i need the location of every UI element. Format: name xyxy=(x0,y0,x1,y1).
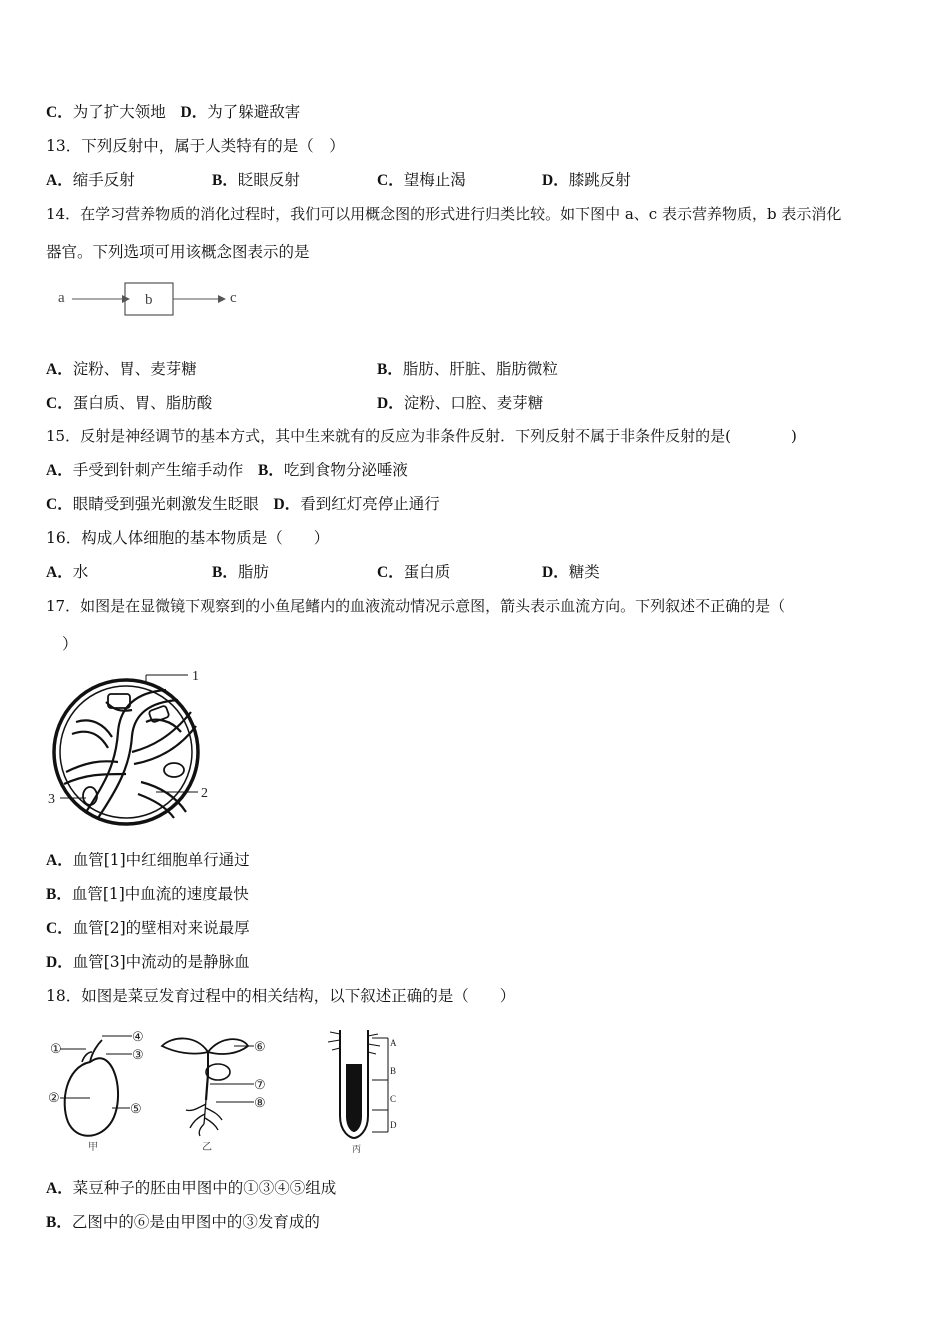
q13-option-b: B．眨眼反射 xyxy=(212,171,300,189)
q17-option-d: D．血管[3]中流动的是静脉血 xyxy=(46,953,250,971)
q12-options-row xyxy=(46,102,300,123)
q13-option-c: C．望梅止渴 xyxy=(377,171,466,189)
option-letter: C． xyxy=(46,104,73,121)
arrow-icon xyxy=(122,295,130,303)
q18-option-b: B．乙图中的⑥是由甲图中的③发育成的 xyxy=(46,1213,320,1231)
q14-option-c: C．蛋白质、胃、脂肪酸 xyxy=(46,394,213,412)
q18-stem: 18．如图是菜豆发育过程中的相关结构，以下叙述正确的是（ ） xyxy=(46,987,516,1005)
arrow-icon xyxy=(218,295,226,303)
q16-option-d: D．糖类 xyxy=(542,563,600,581)
zone-label-b: B xyxy=(390,1066,397,1076)
zone-label-d: D xyxy=(390,1120,397,1130)
q12-option-d: 为了躲避敌害 xyxy=(207,103,301,121)
q16-option-c: C．蛋白质 xyxy=(377,563,451,581)
seed-label-5: ⑤ xyxy=(130,1101,142,1116)
q12-option-c: 为了扩大领地 xyxy=(72,103,166,121)
q17-option-c: C．血管[2]的壁相对来说最厚 xyxy=(46,919,250,937)
q13-stem: 13．下列反射中，属于人类特有的是（ ） xyxy=(46,137,345,155)
seed-label-2: ② xyxy=(48,1090,60,1105)
cotyledon xyxy=(206,1064,230,1080)
leaf-right xyxy=(208,1039,248,1054)
figure-caption-yi: 乙 xyxy=(202,1142,212,1153)
figure-caption-bing: 丙 xyxy=(352,1144,362,1154)
seedling-label-7: ⑦ xyxy=(254,1077,266,1092)
q17-stem-line1: 17．如图是在显微镜下观察到的小鱼尾鳍内的血液流动情况示意图，箭头表示血流方向。下列叙述不正确的是（ xyxy=(46,597,786,615)
zone-label-a: A xyxy=(390,1038,397,1048)
option-letter: D． xyxy=(180,104,208,121)
microscope-field xyxy=(54,680,198,824)
q15-options-cd: C．眼睛受到强光刺激发生眨眼 D．看到红灯亮停止通行 xyxy=(46,495,440,513)
root-hairs xyxy=(328,1032,380,1054)
seed-outline xyxy=(65,1058,118,1136)
seed-label-1: ① xyxy=(50,1041,62,1056)
zone-label-c: C xyxy=(390,1094,397,1104)
q14-stem-line2: 器官。下列选项可用该概念图表示的是 xyxy=(46,243,310,261)
vessel-label-1: 1 xyxy=(192,669,199,684)
q14-concept-diagram xyxy=(50,280,260,320)
vessel-label-2: 2 xyxy=(201,786,208,801)
q14-stem-line1: 14．在学习营养物质的消化过程时，我们可以用概念图的形式进行归类比较。如下图中 a、c 表示营养物质，b 表示消化 xyxy=(46,205,842,223)
q17-stem-line2: ） xyxy=(62,635,78,653)
q14-option-a: A．淀粉、胃、麦芽糖 xyxy=(46,360,197,378)
seed-label-3: ③ xyxy=(132,1047,144,1062)
q13-option-a: A．缩手反射 xyxy=(46,171,135,189)
q17-fish-tail-microscope-figure xyxy=(46,662,216,832)
seedling-label-6: ⑥ xyxy=(254,1039,266,1054)
q18-option-a: A．菜豆种子的胚由甲图中的①③④⑤组成 xyxy=(46,1179,337,1197)
q16-option-a: A．水 xyxy=(46,563,89,581)
q15-stem: 15．反射是神经调节的基本方式，其中生来就有的反应为非条件反射．下列反射不属于非条件反射的是( ) xyxy=(46,427,797,445)
q14-option-b: B．脂肪、肝脏、脂肪微粒 xyxy=(377,360,558,378)
q16-stem: 16．构成人体细胞的基本物质是（ ） xyxy=(46,529,330,547)
figure-caption-jia: 甲 xyxy=(88,1142,98,1153)
diagram-label-b: b xyxy=(145,292,153,308)
q18-figure-yi-seedling xyxy=(156,1028,286,1154)
diagram-label-c: c xyxy=(230,290,237,306)
q17-option-a: A．血管[1]中红细胞单行通过 xyxy=(46,851,250,869)
q17-option-b: B．血管[1]中血流的速度最快 xyxy=(46,885,249,903)
q14-option-d: D．淀粉、口腔、麦芽糖 xyxy=(377,394,544,412)
seedling-label-8: ⑧ xyxy=(254,1095,266,1110)
q18-figure-jia-seed xyxy=(46,1022,166,1152)
q16-option-b: B．脂肪 xyxy=(212,563,269,581)
q15-options-ab: A．手受到针刺产生缩手动作 B．吃到食物分泌唾液 xyxy=(46,461,408,479)
root-tip-core xyxy=(346,1064,362,1132)
q13-option-d: D．膝跳反射 xyxy=(542,171,631,189)
diagram-label-a: a xyxy=(58,290,65,306)
vessel-label-3: 3 xyxy=(48,792,55,807)
seed-label-4: ④ xyxy=(132,1029,144,1044)
leaf-left xyxy=(162,1038,208,1053)
roots xyxy=(186,1100,222,1136)
q18-figure-bing-root-tip xyxy=(322,1024,412,1154)
